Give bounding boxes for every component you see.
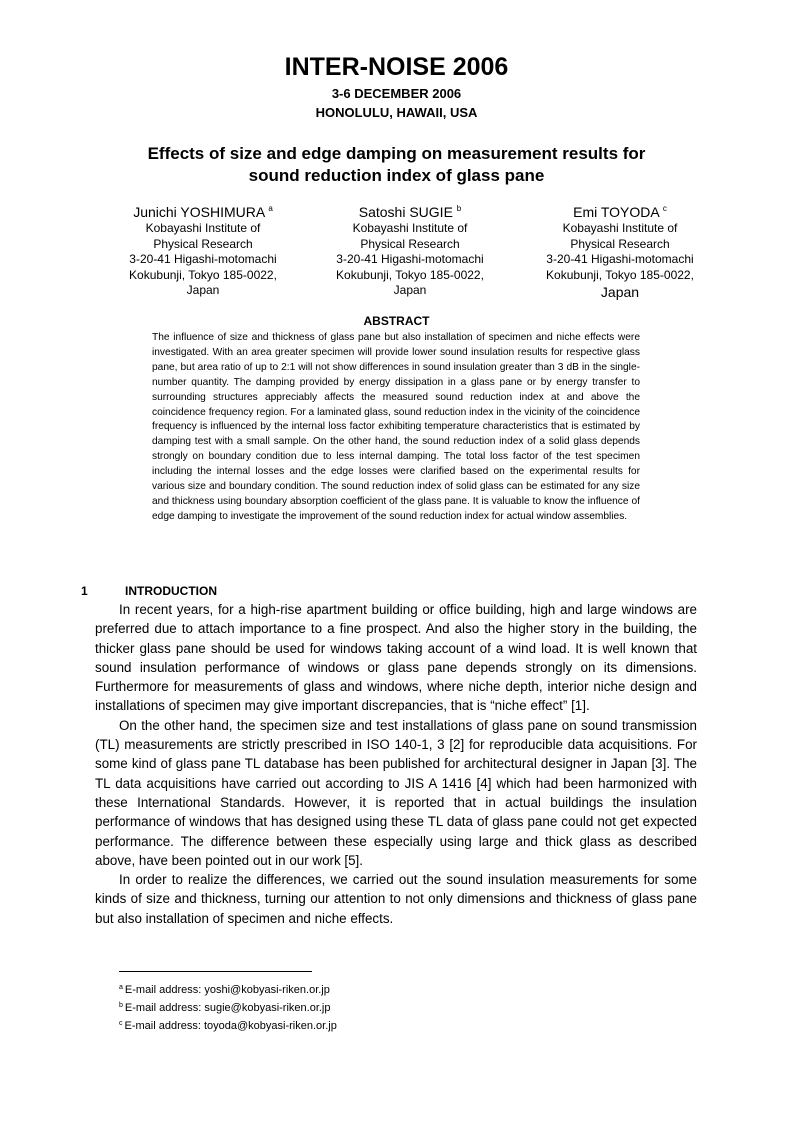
author-address-line: 3-20-41 Higashi-motomachi xyxy=(336,252,484,266)
footnote-text: E-mail address: yoshi@kobyasi-riken.or.jp xyxy=(124,984,330,996)
body-paragraph: On the other hand, the specimen size and test installations of glass pane on sound transmission (TL) measurements are strictly prescribed in ISO 140-1, 3 [2] for reproducible data acquisitions. For some kind of glass pane TL database has been published for architectural designer in Japan [3]. The TL data acquisitions have carried out according to JIS A 1416 [4] which had been harmonized with these International Standards. However, it is reported that in actual buildings the insulation performance of windows that has designed using these TL data of glass pane could not get expected performance. The difference between these especially using large and thick glass as described above, have been pointed out in our work [5]. xyxy=(95,717,697,868)
paper-title xyxy=(80,143,713,187)
author-address-line: 3-20-41 Higashi-motomachi xyxy=(546,252,694,266)
section-number: 1 xyxy=(81,584,88,598)
author-address-line: Kokubunji, Tokyo 185-0022, xyxy=(336,267,484,282)
author-country: Japan xyxy=(393,283,427,297)
conference-location: HONOLULU, HAWAII, USA xyxy=(315,105,478,120)
title-line: Effects of size and edge damping on measurement results for xyxy=(147,144,646,163)
section-title: INTRODUCTION xyxy=(125,584,217,598)
author-block xyxy=(515,200,725,301)
author-mark: a xyxy=(268,204,273,213)
footnote xyxy=(119,1016,337,1034)
author-affiliation-line: Kobayashi Institute of xyxy=(562,221,678,235)
footnote xyxy=(119,998,337,1016)
author-affiliation-line: Kobayashi Institute of xyxy=(352,221,468,235)
abstract-heading: ABSTRACT xyxy=(363,314,430,328)
footnote-mark: c xyxy=(119,1020,123,1027)
author-country: Japan xyxy=(600,284,640,300)
introduction-body xyxy=(95,600,697,928)
footnotes xyxy=(119,980,337,1034)
author-name: Satoshi SUGIE $^b$ xyxy=(358,204,462,220)
author-affiliation-line: Physical Research xyxy=(570,236,670,251)
abstract-text: The influence of size and thickness of glass pane but also installation of specimen and niche effects were investigated. With an area greater specimen will provide lower sound insulation results for respective glass pane, but area ratio of up to 2:1 will not show differences in sound insulation greater than 3 dB in the single-number quantity. The damping provided by energy dissipation in a glass pane or by energy transfer to surrounding structures appreciably affects the measured sound reduction index at and above the coincidence frequency region. For a laminated glass, sound reduction index in the vicinity of the coincidence frequency is influenced by the internal loss factor exhibiting temperature characteristics that is estimated by damping test with a small sample. On the other hand, the sound reduction index of a solid glass depends strongly on boundary condition due to less internal damping. The total loss factor of the test specimen including the internal losses and the edge losses were clarified based on the experimental results for various size and boundary condition. The sound reduction index of solid glass can be estimated for any size and thickness using boundary absorption coefficient of the glass pane. It is valuable to know the influence of edge damping to investigate the improvement of the sound reduction index for actual window assemblies. xyxy=(152,332,640,522)
author-affiliation-line: Kobayashi Institute of xyxy=(145,221,261,235)
conference-date: 3-6 DECEMBER 2006 xyxy=(331,86,462,101)
body-paragraph: In recent years, for a high-rise apartment building or office building, high and large windows are preferred due to attach importance to a fine prospect. And also the higher story in the building, the thicker glass pane should be used for windows taking account of a wind load. It is well known that sound insulation performance of windows or glass pane depends strongly on its dimensions. Furthermore for measurements of glass and windows, where niche depth, interior niche design and installations of specimen may give important discrepancies, that is “niche effect” [1]. xyxy=(95,602,697,714)
author-name: Junichi YOSHIMURA $^a$ xyxy=(133,204,273,220)
footnote-rule xyxy=(119,971,312,972)
footnote-text: E-mail address: toyoda@kobyasi-riken.or.jp xyxy=(124,1020,337,1032)
author-mark: b xyxy=(456,204,462,213)
footnote-mark: b xyxy=(119,1002,123,1009)
author-affiliation-line: Physical Research xyxy=(360,236,460,251)
author-address-line: 3-20-41 Higashi-motomachi xyxy=(129,252,277,266)
title-line: sound reduction index of glass pane xyxy=(248,166,545,185)
author-country: Japan xyxy=(186,283,220,297)
footnote-mark: a xyxy=(119,984,123,991)
author-mark: c xyxy=(662,204,667,213)
body-paragraph: In order to realize the differences, we carried out the sound insulation measurements for some kinds of size and thickness, turning our attention to not only dimensions and thickness of glass pane but also installation of specimen and niche effects. xyxy=(95,872,697,926)
author-block xyxy=(305,200,515,299)
author-name: Emi TOYODA $^c$ xyxy=(573,204,667,220)
footnote-text: E-mail address: sugie@kobyasi-riken.or.jp xyxy=(124,1002,331,1014)
author-address-line: Kokubunji, Tokyo 185-0022, xyxy=(546,267,694,282)
footnote xyxy=(119,980,337,998)
author-address-line: Kokubunji, Tokyo 185-0022, xyxy=(129,267,277,282)
author-affiliation-line: Physical Research xyxy=(153,236,253,251)
author-block xyxy=(98,200,308,299)
section-heading xyxy=(81,584,217,599)
conference-name: INTER-NOISE 2006 xyxy=(284,53,509,81)
